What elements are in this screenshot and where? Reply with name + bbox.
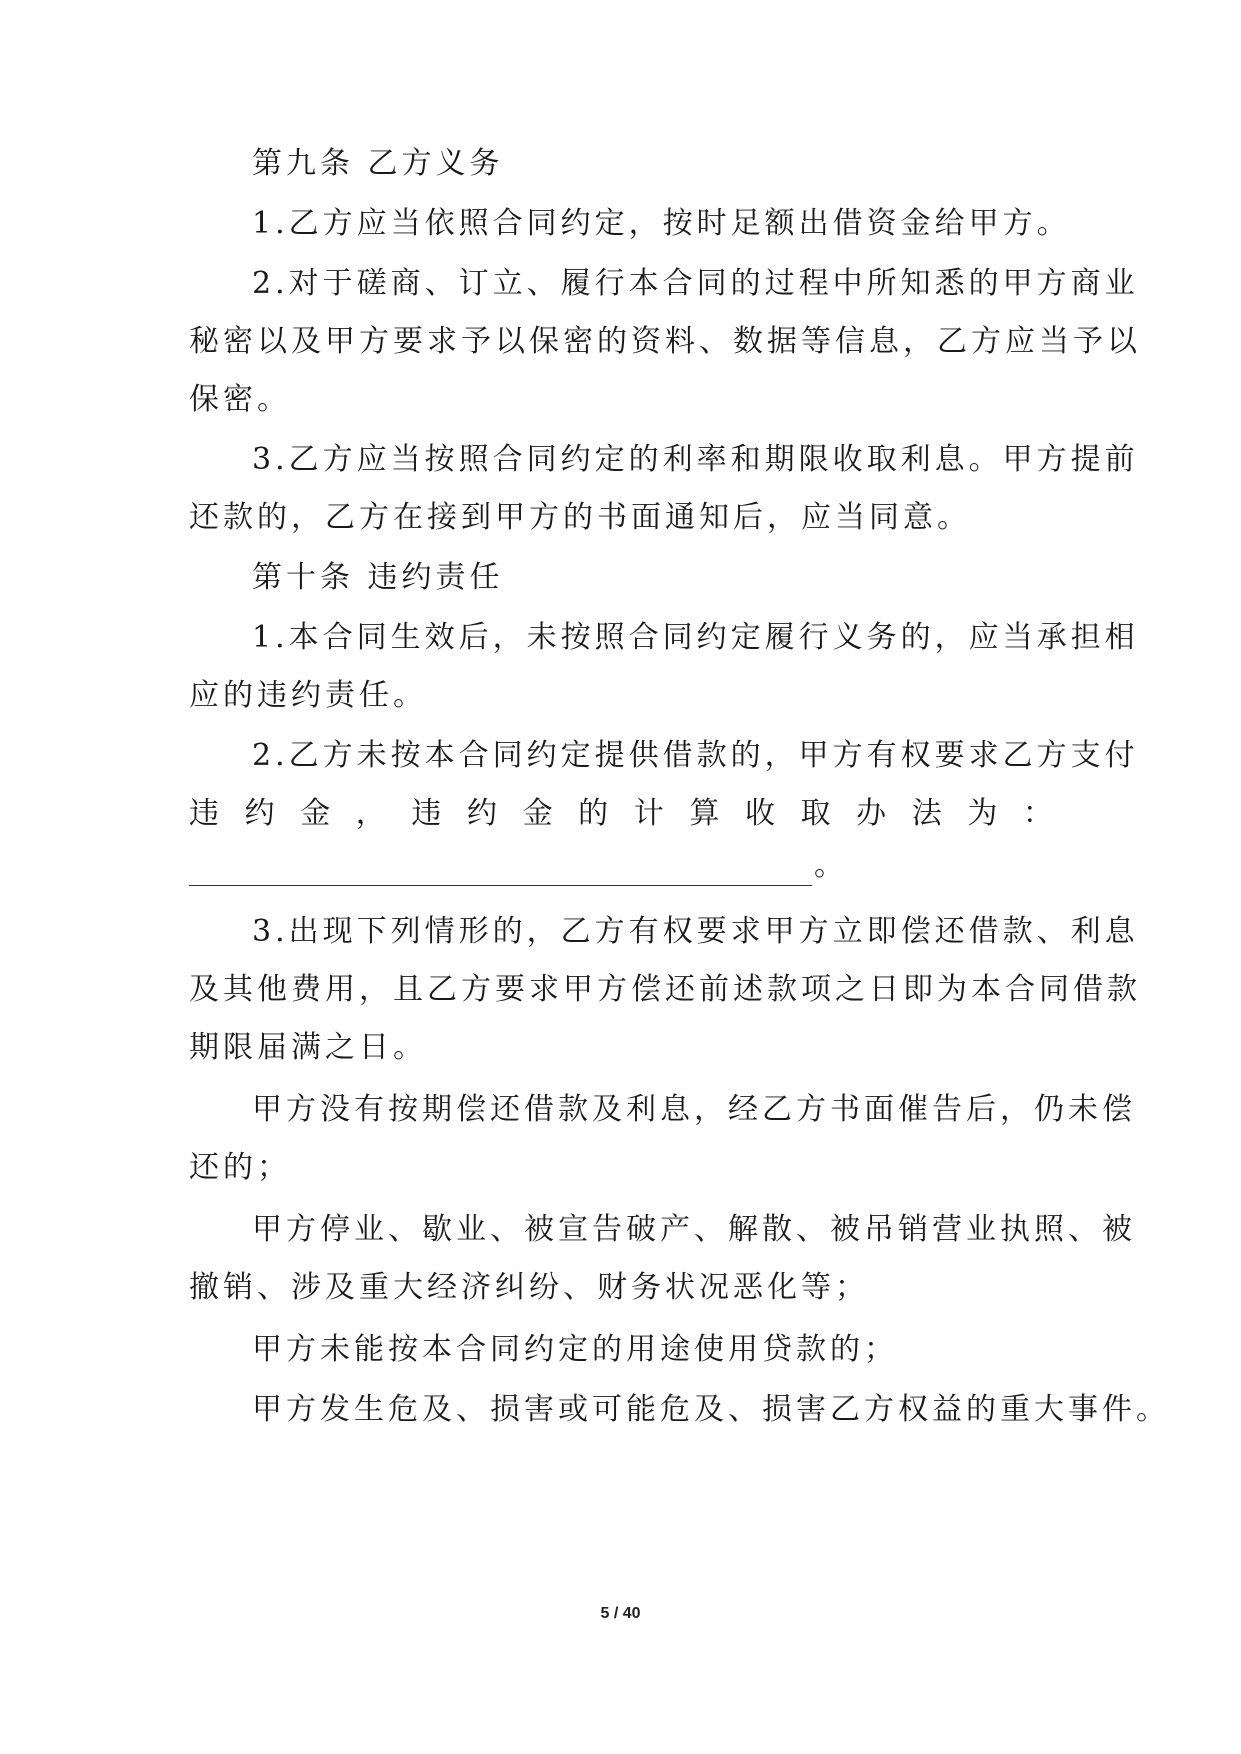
article-10-clause-2-line-3 bbox=[189, 846, 1053, 886]
spread-char: 取 bbox=[800, 796, 831, 831]
spread-char: 办 bbox=[856, 796, 887, 831]
article-10-clause-3-line-3: 期限届满之日。 bbox=[189, 1030, 427, 1065]
article-10-clause-3-line-2: 及其他费用，且乙方要求甲方偿还前述款项之日即为本合同借款 bbox=[189, 972, 1141, 1007]
line-end-period: 。 bbox=[814, 848, 848, 883]
fill-in-blank[interactable] bbox=[189, 859, 812, 886]
spread-char: 约 bbox=[466, 796, 497, 831]
spread-char: 计 bbox=[633, 796, 664, 831]
spread-char: 的 bbox=[578, 796, 609, 831]
article-9-clause-3-line-2: 还款的，乙方在接到甲方的书面通知后，应当同意。 bbox=[189, 500, 971, 535]
case-2-line-2: 撤销、涉及重大经济纠纷、财务状况恶化等； bbox=[189, 1270, 869, 1305]
spread-char: 金 bbox=[300, 796, 331, 831]
article-9-clause-2-line-3: 保密。 bbox=[189, 382, 291, 417]
article-9-clause-2-line-2: 秘密以及甲方要求予以保密的资料、数据等信息，乙方应当予以 bbox=[189, 324, 1141, 359]
article-9-clause-2-line-1: 2.对于磋商、订立、履行本合同的过程中所知悉的甲方商业 bbox=[252, 266, 1139, 301]
spread-char: 法 bbox=[911, 796, 942, 831]
case-1-line-2: 还的； bbox=[189, 1150, 291, 1185]
spread-char: 约 bbox=[244, 796, 275, 831]
spread-char: 违 bbox=[411, 796, 442, 831]
case-3: 甲方未能按本合同约定的用途使用贷款的； bbox=[252, 1332, 898, 1367]
spread-char: 收 bbox=[744, 796, 775, 831]
spread-char: 为 bbox=[967, 796, 998, 831]
article-9-title: 第九条 乙方义务 bbox=[252, 146, 504, 181]
case-2-line-1: 甲方停业、歇业、被宣告破产、解散、被吊销营业执照、被 bbox=[252, 1212, 1136, 1247]
case-1-line-1: 甲方没有按期偿还借款及利息，经乙方书面催告后，仍未偿 bbox=[252, 1092, 1136, 1127]
spread-char: ， bbox=[355, 796, 386, 831]
article-9-clause-3-line-1: 3.乙方应当按照合同约定的利率和期限收取利息。甲方提前 bbox=[252, 442, 1139, 477]
spread-char: ： bbox=[1022, 796, 1053, 831]
article-10-clause-3-line-1: 3.出现下列情形的，乙方有权要求甲方立即偿还借款、利息 bbox=[252, 914, 1139, 949]
article-10-title: 第十条 违约责任 bbox=[252, 560, 504, 595]
spread-char: 违 bbox=[189, 796, 219, 831]
article-10-clause-1-line-2: 应的违约责任。 bbox=[189, 678, 427, 713]
spread-char: 金 bbox=[522, 796, 553, 831]
article-10-clause-2-line-1: 2.乙方未按本合同约定提供借款的，甲方有权要求乙方支付 bbox=[252, 738, 1139, 773]
article-10-clause-2-line-2 bbox=[189, 794, 1053, 834]
spread-char: 算 bbox=[689, 796, 720, 831]
page-number: 5 / 40 bbox=[600, 1605, 641, 1622]
article-10-clause-1-line-1: 1.本合同生效后，未按照合同约定履行义务的，应当承担相 bbox=[252, 620, 1139, 655]
article-9-clause-1: 1.乙方应当依照合同约定，按时足额出借资金给甲方。 bbox=[252, 206, 1071, 241]
case-4: 甲方发生危及、损害或可能危及、损害乙方权益的重大事件。 bbox=[252, 1392, 1170, 1427]
